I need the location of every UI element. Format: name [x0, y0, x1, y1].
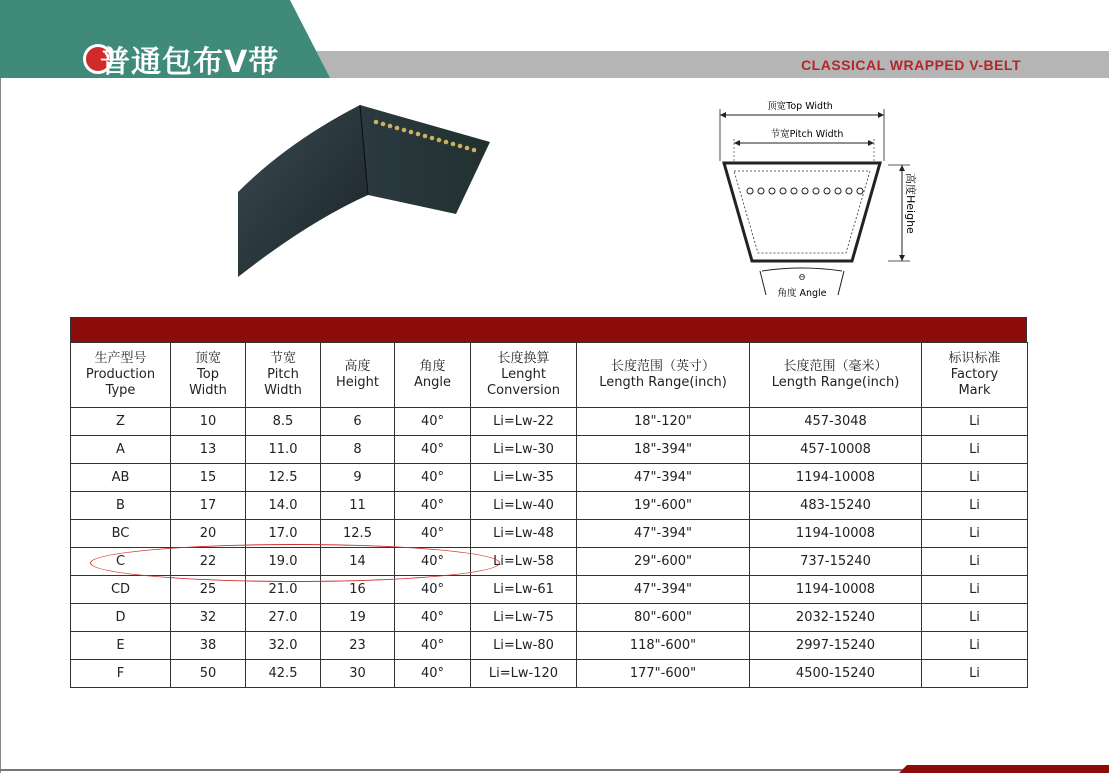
table-cell: Li=Lw-22	[471, 408, 577, 436]
column-header-en1: Height	[336, 375, 379, 390]
table-cell: Li=Lw-75	[471, 604, 577, 632]
table-cell: Li	[922, 548, 1028, 576]
column-header-en1: Top	[197, 367, 219, 382]
column-header-cn: 高度	[344, 359, 371, 374]
column-header-cn: 长度范围（英寸）	[610, 359, 715, 374]
table-cell: B	[71, 492, 171, 520]
table-cell: 40°	[395, 464, 471, 492]
table-cell: 29"-600"	[577, 548, 750, 576]
table-row	[71, 520, 1028, 548]
table-header-row	[71, 343, 1028, 408]
table-cell: 12.5	[321, 520, 395, 548]
table-cell: 9	[321, 464, 395, 492]
table-cell: Li=Lw-58	[471, 548, 577, 576]
column-header-en2: Width	[189, 383, 227, 398]
table-cell: 19"-600"	[577, 492, 750, 520]
belt-cross-section-diagram	[712, 95, 932, 305]
table-cell: 40°	[395, 548, 471, 576]
table-cell: 19	[321, 604, 395, 632]
table-cell: 40°	[395, 660, 471, 688]
pitch-width-label: 节宽Pitch Width	[770, 129, 844, 140]
table-cell: 47"-394"	[577, 464, 750, 492]
table-row	[71, 436, 1028, 464]
column-header-en2: Width	[264, 383, 302, 398]
table-cell: E	[71, 632, 171, 660]
table-cell: 4500-15240	[750, 660, 922, 688]
table-cell: 40°	[395, 408, 471, 436]
angle-label: 角度 Angle	[777, 288, 827, 299]
table-cell: 6	[321, 408, 395, 436]
column-header-cn: 顶宽	[194, 351, 221, 366]
table-cell: 80"-600"	[577, 604, 750, 632]
table-cell: 177"-600"	[577, 660, 750, 688]
table-cell: 42.5	[246, 660, 321, 688]
table-cell: 737-15240	[750, 548, 922, 576]
table-cell: 11	[321, 492, 395, 520]
table-cell: 38	[171, 632, 246, 660]
table-cell: Li	[922, 604, 1028, 632]
table-cell: 14.0	[246, 492, 321, 520]
table-cell: 32	[171, 604, 246, 632]
column-header-cn: 节宽	[269, 351, 296, 366]
table-cell: Li	[922, 660, 1028, 688]
column-header-cn: 角度	[419, 359, 446, 374]
table-cell: 18"-120"	[577, 408, 750, 436]
table-cell: D	[71, 604, 171, 632]
table-cell: 457-10008	[750, 436, 922, 464]
table-cell: 40°	[395, 436, 471, 464]
table-cell: 2032-15240	[750, 604, 922, 632]
table-cell: BC	[71, 520, 171, 548]
column-header-en2: Conversion	[487, 383, 560, 398]
table-row	[71, 576, 1028, 604]
table-row	[71, 492, 1028, 520]
page-title-en: CLASSICAL WRAPPED V-BELT	[801, 57, 1021, 73]
table-cell: Li=Lw-48	[471, 520, 577, 548]
table-cell: 12.5	[246, 464, 321, 492]
column-header	[395, 343, 471, 408]
table-cell: 18"-394"	[577, 436, 750, 464]
table-cell: 14	[321, 548, 395, 576]
table-cell: 40°	[395, 576, 471, 604]
column-header-cn: 长度换算	[497, 351, 550, 366]
table-cell: 1194-10008	[750, 520, 922, 548]
table-cell: Z	[71, 408, 171, 436]
table-cell: 47"-394"	[577, 576, 750, 604]
table-cell: 23	[321, 632, 395, 660]
table-body	[71, 408, 1028, 688]
column-header-cn: 生产型号	[94, 351, 147, 366]
table-cell: 8	[321, 436, 395, 464]
column-header	[577, 343, 750, 408]
column-header-en1: Production	[85, 367, 156, 382]
table-cell: 40°	[395, 492, 471, 520]
column-header	[922, 343, 1028, 408]
column-header-en1: Lenght	[501, 367, 546, 382]
table-cell: 50	[171, 660, 246, 688]
table-cell: Li=Lw-80	[471, 632, 577, 660]
column-header-en1: Length Range(inch)	[599, 375, 727, 390]
column-header-en2: Type	[105, 383, 136, 398]
column-header-cn: 长度范围（毫米）	[783, 359, 888, 374]
spec-table	[70, 342, 1028, 688]
table-cell: Li=Lw-40	[471, 492, 577, 520]
column-header-en1: Factory	[950, 367, 999, 382]
column-header	[321, 343, 395, 408]
table-cell: A	[71, 436, 171, 464]
v-belt-photo	[238, 102, 493, 277]
table-cell: Li	[922, 520, 1028, 548]
column-header	[750, 343, 922, 408]
table-cell: Li	[922, 436, 1028, 464]
table-cell: Li=Lw-35	[471, 464, 577, 492]
table-cell: 15	[171, 464, 246, 492]
table-row	[71, 408, 1028, 436]
table-cell: 118"-600"	[577, 632, 750, 660]
table-row	[71, 604, 1028, 632]
table-cell: 8.5	[246, 408, 321, 436]
table-cell: 16	[321, 576, 395, 604]
table-title-bar	[70, 317, 1027, 342]
table-cell: 22	[171, 548, 246, 576]
table-row	[71, 464, 1028, 492]
table-cell: Li=Lw-61	[471, 576, 577, 604]
table-cell: C	[71, 548, 171, 576]
page-title-cn: 普通包布V带	[100, 45, 280, 80]
table-cell: 40°	[395, 604, 471, 632]
column-header	[246, 343, 321, 408]
table-cell: F	[71, 660, 171, 688]
table-cell: 483-15240	[750, 492, 922, 520]
table-cell: Li=Lw-30	[471, 436, 577, 464]
table-cell: Li=Lw-120	[471, 660, 577, 688]
table-cell: Li	[922, 632, 1028, 660]
table-row	[71, 548, 1028, 576]
table-cell: 47"-394"	[577, 520, 750, 548]
height-label: 高度Heighe	[904, 173, 917, 234]
table-cell: Li	[922, 492, 1028, 520]
table-cell: 13	[171, 436, 246, 464]
table-cell: 457-3048	[750, 408, 922, 436]
table-cell: 19.0	[246, 548, 321, 576]
table-cell: 27.0	[246, 604, 321, 632]
table-cell: 25	[171, 576, 246, 604]
table-cell: 1194-10008	[750, 464, 922, 492]
column-header	[171, 343, 246, 408]
table-cell: 17.0	[246, 520, 321, 548]
angle-symbol: Θ	[798, 273, 806, 282]
table-cell: 11.0	[246, 436, 321, 464]
table-cell: Li	[922, 464, 1028, 492]
top-width-label: 顶宽Top Width	[767, 101, 833, 112]
table-cell: Li	[922, 576, 1028, 604]
page-left-rule	[0, 0, 1, 773]
column-header-en1: Angle	[414, 375, 451, 390]
table-cell: 20	[171, 520, 246, 548]
table-cell: 40°	[395, 520, 471, 548]
page-corner-tab	[899, 765, 1109, 773]
table-row	[71, 660, 1028, 688]
table-cell: 10	[171, 408, 246, 436]
spec-table-container	[70, 317, 1027, 688]
table-cell: AB	[71, 464, 171, 492]
column-header-en1: Length Range(inch)	[771, 375, 900, 390]
table-cell: 21.0	[246, 576, 321, 604]
column-header-en1: Pitch	[267, 367, 299, 382]
table-cell: Li	[922, 408, 1028, 436]
table-cell: 17	[171, 492, 246, 520]
column-header-en2: Mark	[958, 383, 991, 398]
table-cell: 40°	[395, 632, 471, 660]
table-cell: 2997-15240	[750, 632, 922, 660]
table-cell: 1194-10008	[750, 576, 922, 604]
column-header	[71, 343, 171, 408]
table-row	[71, 632, 1028, 660]
column-header-cn: 标识标准	[948, 351, 1001, 366]
column-header	[471, 343, 577, 408]
table-cell: CD	[71, 576, 171, 604]
table-cell: 32.0	[246, 632, 321, 660]
table-cell: 30	[321, 660, 395, 688]
